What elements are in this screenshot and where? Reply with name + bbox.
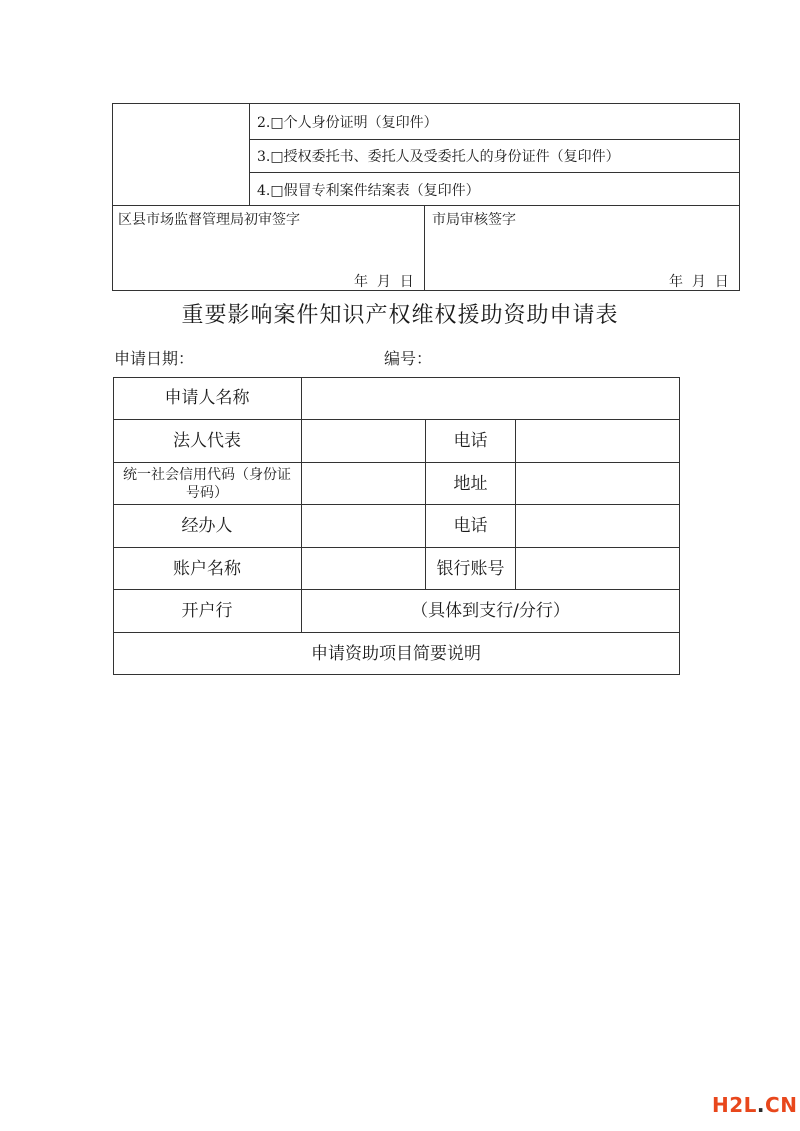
watermark-dot: . (756, 1093, 766, 1117)
bank-label: 开户行 (181, 601, 233, 621)
phone-label: 电话 (453, 431, 488, 451)
applicant-name-field[interactable] (302, 377, 679, 419)
district-date: 年 月 日 (354, 274, 414, 290)
handler-phone-label: 电话 (453, 516, 488, 536)
account-name-label: 账户名称 (173, 558, 241, 579)
attachment-item-2: 2.□个人身份证明（复印件） (257, 115, 438, 131)
site-watermark-logo (712, 1093, 797, 1117)
application-date-label: 申请日期： (114, 349, 195, 368)
form-title: 重要影响案件知识产权维权援助资助申请表 (181, 303, 619, 328)
address-field[interactable] (516, 463, 679, 504)
application-form-table (113, 377, 680, 675)
legal-rep-field[interactable] (302, 420, 425, 462)
row-divider (112, 205, 740, 206)
table-border-right (739, 103, 740, 291)
legal-rep-label: 法人代表 (173, 431, 241, 451)
city-date: 年 月 日 (669, 274, 729, 290)
signature-col-divider (424, 205, 425, 291)
table-border-right (679, 377, 680, 675)
table-border-bottom (113, 674, 680, 675)
table-border-bottom (112, 290, 740, 291)
bank-account-label: 银行账号 (436, 558, 505, 579)
applicant-name-label: 申请人名称 (164, 388, 250, 408)
handler-label: 经办人 (181, 516, 233, 536)
handler-field[interactable] (302, 505, 425, 547)
row-divider (249, 139, 740, 140)
bank-account-field[interactable] (516, 548, 679, 589)
attachment-item-3: 3.□授权委托书、委托人及受委托人的身份证件（复印件） (257, 149, 620, 165)
attachment-item-4: 4.□假冒专利案件结案表（复印件） (257, 183, 480, 199)
table-border-left (112, 103, 113, 291)
watermark-part2: CN (765, 1093, 798, 1117)
serial-number-label: 编号： (384, 349, 433, 368)
district-review-label: 区县市场监督管理局初审签字 (118, 212, 300, 228)
attachment-signature-table (112, 103, 740, 291)
handler-phone-field[interactable] (516, 505, 679, 547)
row-divider (249, 172, 740, 173)
table-border-top (112, 103, 740, 104)
watermark-part1: H2L (712, 1093, 757, 1117)
project-description-header: 申请资助项目简要说明 (311, 643, 481, 664)
address-label: 地址 (453, 473, 488, 494)
credit-code-label: 统一社会信用代码（身份证号码） (123, 466, 291, 501)
bank-field[interactable]: （具体到支行/分行） (411, 601, 570, 621)
account-name-field[interactable] (302, 548, 425, 589)
credit-code-field[interactable] (302, 463, 425, 504)
city-review-label: 市局审核签字 (432, 212, 516, 228)
phone-field[interactable] (516, 420, 679, 462)
attachment-col-divider (249, 103, 250, 205)
